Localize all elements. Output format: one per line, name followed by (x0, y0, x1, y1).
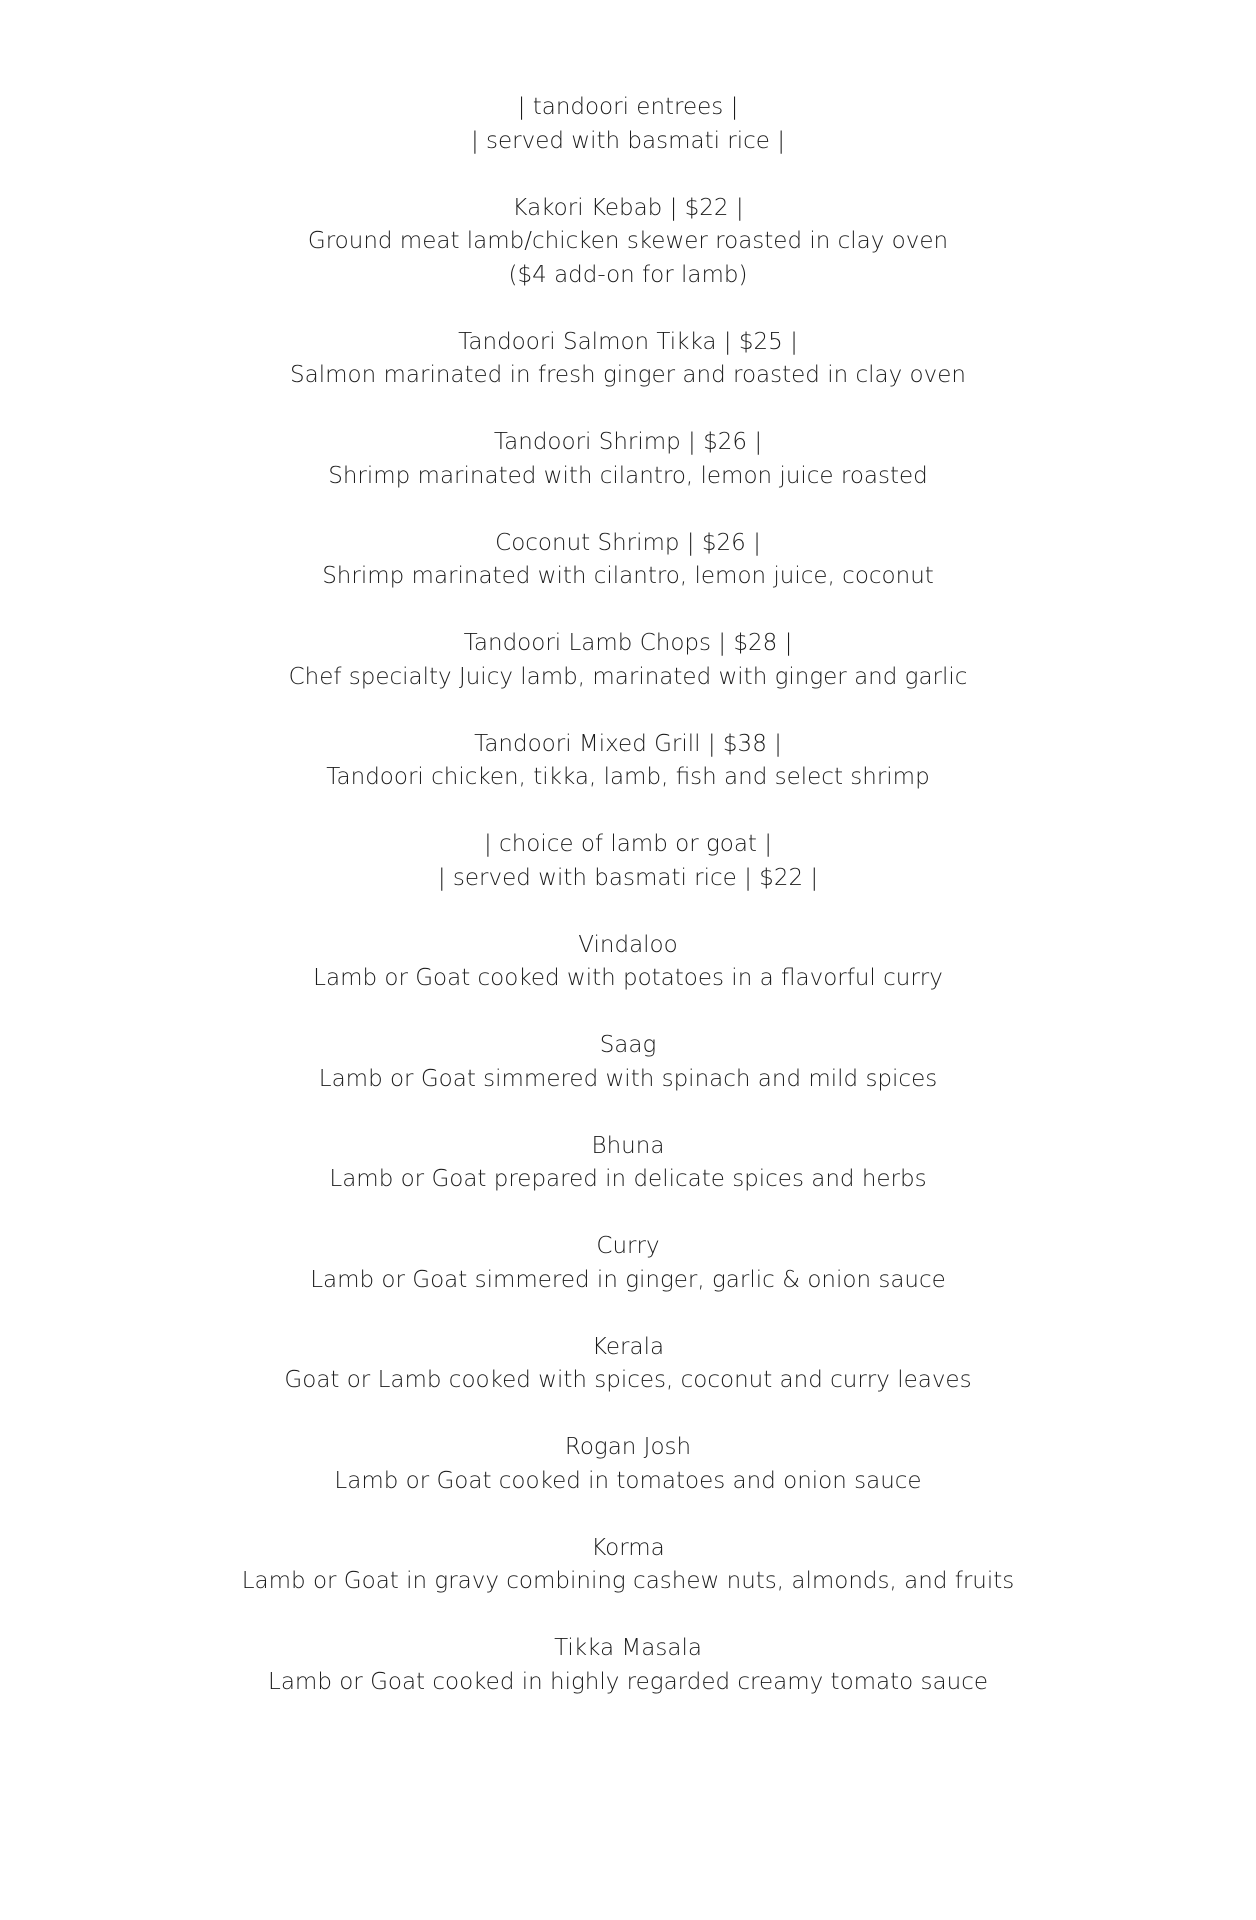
menu-item-title: Tandoori Mixed Grill | $38 | (474, 730, 782, 757)
menu-item-title: Korma (591, 1534, 665, 1561)
menu-item-description: Ground meat lamb/chicken skewer roasted in clay oven (307, 228, 949, 254)
menu-item (0, 426, 1256, 493)
menu-item-title: Tandoori Salmon Tikka | $25 | (458, 328, 798, 355)
menu-item-description: Lamb or Goat cooked in tomatoes and onion sauce (334, 1467, 922, 1494)
menu-item (0, 1331, 1256, 1398)
menu-item (0, 728, 1256, 795)
menu-page (0, 91, 1256, 1733)
menu-item-description: Lamb or Goat cooked in highly regarded creamy tomato sauce (268, 1668, 988, 1695)
menu-item-description: Chef specialty Juicy lamb, marinated with ginger and garlic (288, 663, 968, 690)
menu-item-title: Coconut Shrimp | $26 | (495, 529, 761, 556)
menu-item (0, 1632, 1256, 1699)
menu-item (0, 192, 1256, 293)
menu-item (0, 326, 1256, 393)
menu-item-title: Tikka Masala (554, 1635, 702, 1661)
menu-item (0, 1230, 1256, 1297)
menu-item (0, 1532, 1256, 1599)
menu-item-description: Salmon marinated in fresh ginger and roasted in clay oven (290, 362, 966, 388)
menu-item-description: Shrimp marinated with cilantro, lemon juice, coconut (322, 563, 934, 589)
menu-item-description: Lamb or Goat cooked with potatoes in a flavorful curry (313, 965, 943, 991)
menu-item-description: Lamb or Goat in gravy combining cashew nuts, almonds, and fruits (241, 1568, 1015, 1594)
menu-item (0, 929, 1256, 996)
menu-item-description: Tandoori chicken, tikka, lamb, fish and select shrimp (326, 764, 930, 790)
menu-item-title: Curry (596, 1233, 660, 1259)
section-header (0, 91, 1256, 158)
menu-item-note: ($4 add-on for lamb) (508, 261, 748, 288)
menu-item-title: Tandoori Shrimp | $26 | (493, 429, 763, 455)
menu-item-title: Tandoori Lamb Chops | $28 | (463, 630, 793, 656)
section-header (0, 828, 1256, 895)
menu-item-title: Bhuna (591, 1132, 665, 1159)
menu-item-description: Shrimp marinated with cilantro, lemon juice roasted (328, 462, 928, 489)
menu-item-title: Saag (599, 1032, 657, 1058)
section-title: | tandoori entrees | (517, 94, 739, 120)
menu-item-title: Kakori Kebab | $22 | (512, 194, 744, 221)
menu-item (0, 527, 1256, 594)
section-subtitle: | served with basmati rice | (470, 127, 786, 154)
menu-item-description: Lamb or Goat prepared in delicate spices and herbs (329, 1166, 927, 1192)
section-subtitle: | served with basmati rice | $22 | (437, 864, 819, 891)
menu-item (0, 1431, 1256, 1498)
menu-item-title: Rogan Josh (564, 1434, 692, 1460)
menu-item-title: Vindaloo (578, 931, 678, 958)
menu-item-title: Kerala (591, 1333, 665, 1360)
menu-item-description: Lamb or Goat simmered in ginger, garlic & onion sauce (310, 1266, 946, 1293)
menu-item (0, 1029, 1256, 1096)
section-title: | choice of lamb or goat | (483, 831, 773, 857)
menu-item-description: Goat or Lamb cooked with spices, coconut and curry leaves (284, 1367, 972, 1393)
menu-item (0, 627, 1256, 694)
menu-item (0, 1130, 1256, 1197)
menu-item-description: Lamb or Goat simmered with spinach and mild spices (318, 1065, 938, 1092)
